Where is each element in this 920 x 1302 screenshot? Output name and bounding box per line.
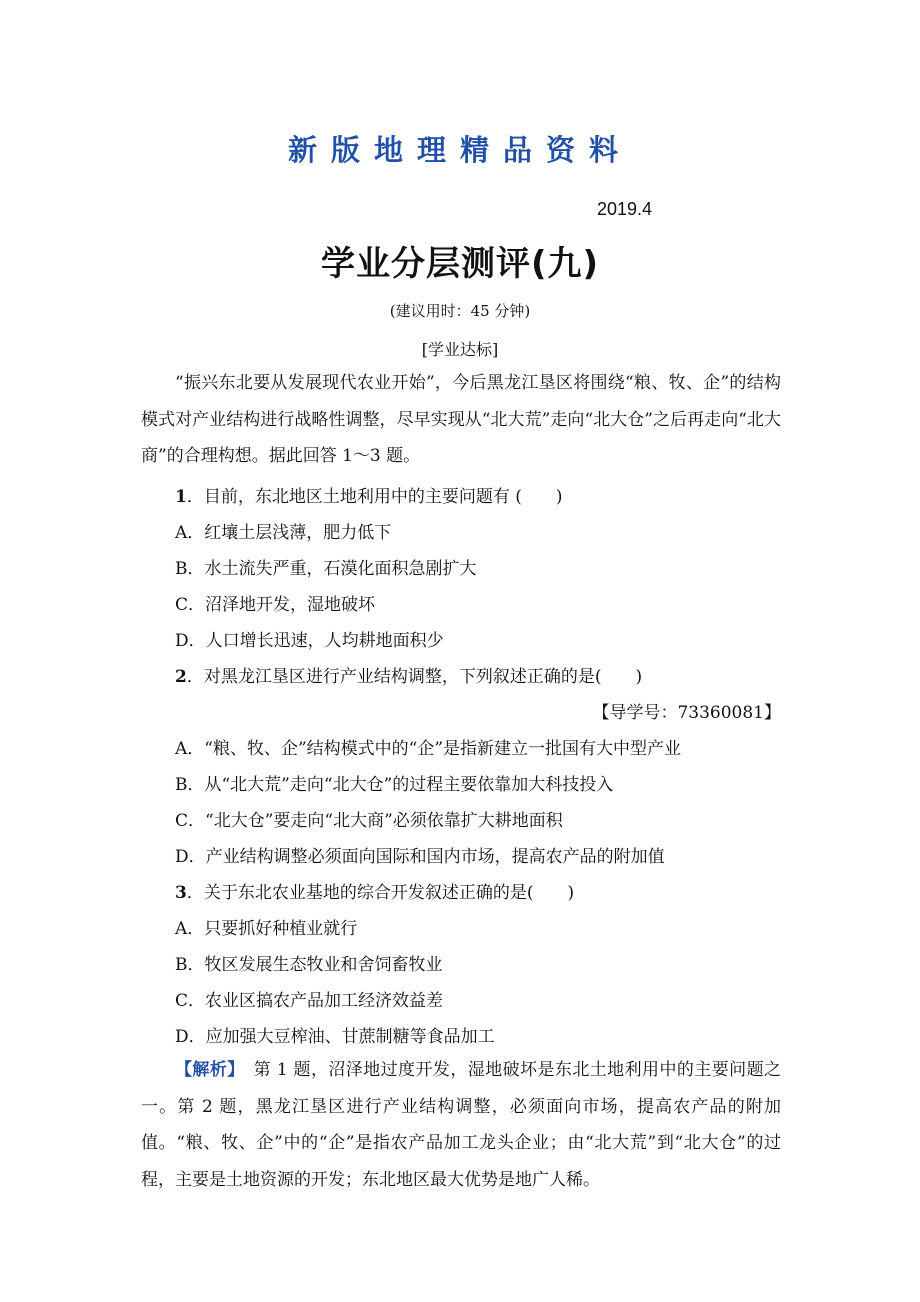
q1-option-d: D．人口增长迅速，人均耕地面积少 (175, 631, 444, 651)
time-note: (建议用时：45 分钟) (389, 302, 531, 320)
brand-title: 新版地理精品资料 (287, 133, 632, 167)
intro-paragraph: “振兴东北要从发展现代农业开始”，今后黑龙江垦区将围绕“粮、牧、企”的结构模式对产业结构进行战略性调整，尽早实现从“北大荒”走向“北大仓”之后再走向“北大商”的合理构想。据此回答 1～3 题。 (141, 373, 781, 466)
q3-option-c: C．农业区搞农产品加工经济效益差 (175, 991, 444, 1011)
test-title: 学业分层测评(九) (320, 244, 600, 284)
q1-option-b: B．水土流失严重，石漠化面积急剧扩大 (175, 559, 477, 579)
question-number: 3 (175, 883, 187, 903)
q1-option-a: A．红壤土层浅薄，肥力低下 (175, 523, 392, 543)
question-2 (175, 662, 642, 687)
question-1 (175, 482, 563, 507)
guide-number: 【导学号：73360081】 (592, 703, 781, 723)
question-stem: ．对黑龙江垦区进行产业结构调整，下列叙述正确的是( ) (186, 667, 643, 687)
q1-option-c: C．沼泽地开发，湿地破坏 (175, 595, 376, 615)
analysis-text: 第 1 题，沼泽地过度开发，湿地破坏是东北土地利用中的主要问题之一。第 2 题，黑龙江垦区进行产业结构调整，必须面向市场，提高农产品的附加值。“粮、牧、企”中的“企”是指农产品加工龙头企业；由“北大荒”到“北大仓”的过程，主要是土地资源的开发；东北地区最大优势是地广人稀。 (141, 1060, 782, 1190)
q2-option-d: D．产业结构调整必须面向国际和国内市场，提高农产品的附加值 (175, 847, 665, 867)
question-stem: ．目前，东北地区土地利用中的主要问题有 ( ) (186, 487, 563, 507)
analysis-tag: 【解析】 (175, 1060, 237, 1080)
question-number: 1 (175, 487, 187, 507)
question-stem: ．关于东北农业基地的综合开发叙述正确的是( ) (186, 883, 575, 903)
analysis-paragraph (141, 1052, 781, 1198)
q2-option-c: C．“北大仓”要走向“北大商”必须依靠扩大耕地面积 (175, 811, 563, 831)
q3-option-a: A．只要抓好种植业就行 (175, 919, 358, 939)
q2-option-a: A．“粮、牧、企”结构模式中的“企”是指新建立一批国有大中型产业 (175, 739, 682, 759)
date-label: 2019.4 (597, 199, 653, 219)
q3-option-b: B．牧区发展生态牧业和舍饲畜牧业 (175, 955, 443, 975)
section-label: [学业达标] (421, 340, 499, 359)
question-number: 2 (175, 667, 187, 687)
q3-option-d: D．应加强大豆榨油、甘蔗制糖等食品加工 (175, 1027, 495, 1047)
q2-option-b: B．从“北大荒”走向“北大仓”的过程主要依靠加大科技投入 (175, 775, 614, 795)
question-3 (175, 878, 574, 903)
